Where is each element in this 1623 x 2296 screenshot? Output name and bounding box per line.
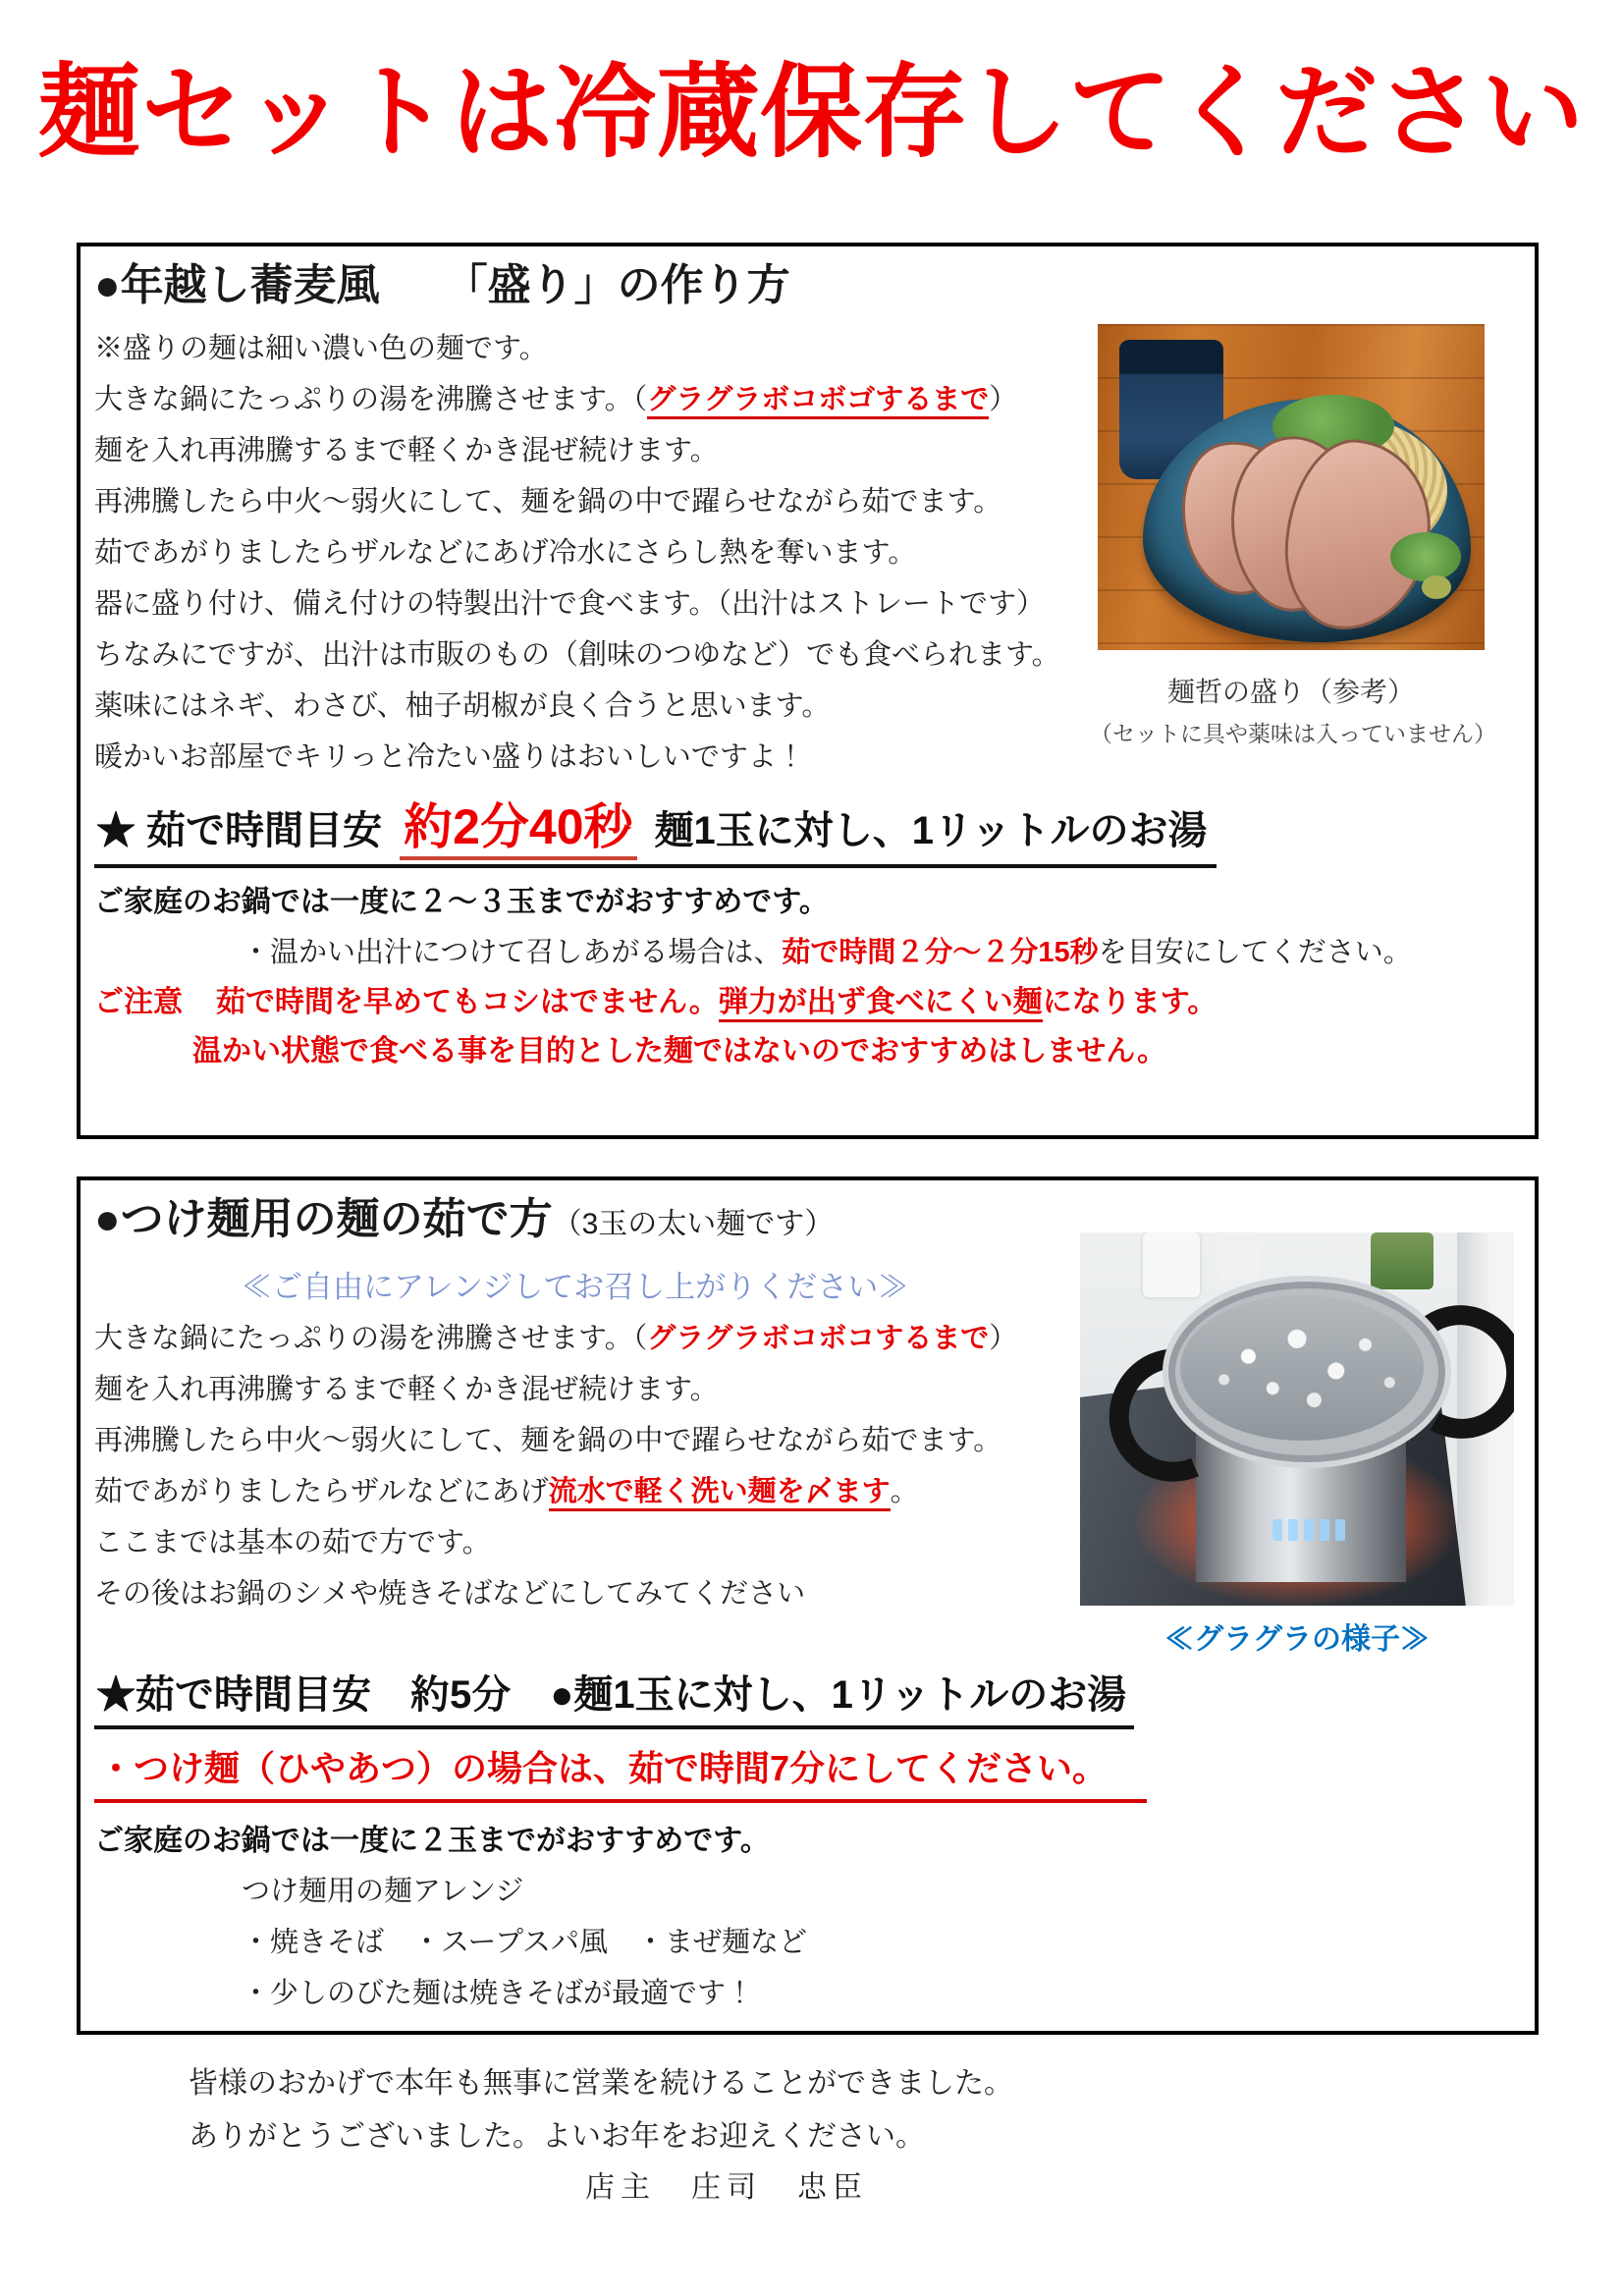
section-tsukemen (77, 1176, 1539, 2035)
section-mori-heading: ●年越し蕎麦風 「盛り」の作り方 (94, 261, 790, 309)
page-title: 麺セットは冷蔵保存してください (37, 56, 1585, 170)
mori-photo-caption-sub: （セットに具や薬味は入っていません） (1090, 721, 1496, 746)
footer-signature: 店主 庄司 忠臣 (585, 2171, 868, 2204)
tsukemen-boil-pre: 大きな鍋にたっぷりの湯を沸騰させます。（ (94, 1323, 648, 1354)
tsukemen-step: ここまでは基本の茹で方です。 (94, 1527, 491, 1558)
wasabi (1422, 575, 1451, 599)
section-mori (77, 243, 1539, 1139)
arrange-title: つけ麺用の麺アレンジ (242, 1875, 524, 1907)
tsukemen-pot-advice: ご家庭のお鍋では一度に２玉までがおすすめです。 (94, 1824, 770, 1857)
green-onion-side (1390, 532, 1461, 581)
mori-pot-advice: ご家庭のお鍋では一度に２～３玉までがおすすめです。 (94, 885, 829, 918)
rinse-post: 。 (890, 1476, 919, 1507)
tsukemen-heading-main: ●つけ麺用の麺の茹で方 (94, 1195, 553, 1243)
mori-step: 再沸騰したら中火～弱火にして、麺を鍋の中で躍らせながら茹でます。 (94, 486, 1002, 518)
kitchen-cup (1143, 1232, 1200, 1297)
mori-photo-caption: 麺哲の盛り（参考） (1166, 677, 1415, 707)
mori-boil-post: ） (989, 384, 1018, 415)
mori-time-value: 約2分40秒 (400, 799, 636, 860)
tsukemen-boil-post: ） (989, 1323, 1018, 1354)
rinse-highlight: 流水で軽く洗い麺を〆ます (549, 1476, 891, 1511)
mori-step: 麺を入れ再沸騰するまで軽くかき混ぜ続けます。 (94, 435, 719, 466)
arrange-tip: ・少しのびた麺は焼きそばが最適です！ (242, 1977, 755, 2009)
arrange-banner: ≪ご自由にアレンジしてお召し上がりください≫ (242, 1270, 909, 1304)
boiling-water (1180, 1295, 1424, 1441)
rinse-pre: 茹であがりましたらザルなどにあげ (94, 1476, 549, 1507)
tsukemen-note-line (94, 1745, 1521, 1803)
tsukemen-boil-highlight: グラグラボコボコするまで (647, 1323, 990, 1354)
pot-photo-caption: ≪グラグラの様子≫ (1164, 1623, 1430, 1656)
mori-step: 暖かいお部屋でキリっと冷たい盛りはおいしいですよ！ (94, 741, 805, 773)
caution-c: になります。 (1042, 985, 1217, 1018)
mori-boil-highlight: グラグラボコボゴするまで (647, 384, 989, 419)
mori-caution-line2: 温かい状態で食べる事を目的とした麺ではないのでおすすめはしません。 (192, 1034, 1167, 1067)
mori-note: ※盛りの麺は細い濃い色の麺です。 (94, 333, 548, 364)
cooktop-display (1272, 1519, 1347, 1541)
tsukemen-step: その後はお鍋のシメや焼きそばなどにしてみてください (94, 1578, 806, 1610)
mori-step: ちなみにですが、出汁は市販のもの（創味のつゆなど）でも食べられます。 (94, 639, 1060, 671)
mori-warm-pre: ・温かい出汁につけて召しあがる場合は、 (242, 936, 783, 968)
mori-boil-pre: 大きな鍋にたっぷりの湯を沸騰させます。（ (94, 384, 648, 415)
tsukemen-heading-sub: （3玉の太い麺です） (552, 1208, 835, 1240)
tsukemen-note: ・つけ麺（ひやあつ）の場合は、茹で時間7分にしてください。 (94, 1745, 1147, 1803)
mori-time-label: ★ 茹で時間目安 (96, 809, 383, 852)
tsukemen-step: 麺を入れ再沸騰するまで軽くかき混ぜ続けます。 (94, 1374, 719, 1405)
boiling-pot-photo (1080, 1232, 1514, 1606)
mori-step: 薬味にはネギ、わさび、柚子胡椒が良く合うと思います。 (94, 690, 831, 722)
kitchen-cup (1217, 1232, 1261, 1280)
mori-warm-line (94, 927, 1521, 978)
green-board (1371, 1232, 1434, 1289)
caution-a: 茹で時間を早めてもコシはでません。 (216, 985, 719, 1018)
footer-thanks-line1: 皆様のおかげで本年も無事に営業を続けることができました。 (189, 2067, 1013, 2100)
caution-label: ご注意 (94, 985, 183, 1018)
arrange-items: ・焼きそば ・スープスパ風 ・まぜ麺など (242, 1926, 807, 1958)
tsukemen-step: 再沸騰したら中火～弱火にして、麺を鍋の中で躍らせながら茹でます。 (94, 1425, 1002, 1456)
caution-b: 弾力が出ず食べにくい麺 (719, 986, 1043, 1022)
mori-step: 茹であがりましたらザルなどにあげ冷水にさらし熱を奪います。 (94, 537, 917, 569)
mori-time-rest: 麺1玉に対し、1リットルのお湯 (654, 809, 1208, 852)
mori-warm-time: 茹で時間２分～２分15秒 (782, 936, 1099, 968)
mori-caution-line1 (94, 978, 1521, 1027)
mori-warm-post: を目安にしてください。 (1098, 936, 1412, 968)
mori-dish-photo (1098, 324, 1485, 650)
footer-thanks-line2: ありがとうございました。よいお年をお迎えください。 (189, 2120, 925, 2153)
mori-step: 器に盛り付け、備え付けの特製出汁で食べます。（出汁はストレートです） (94, 588, 1046, 620)
mori-boil-time-line (94, 796, 1521, 868)
tsukemen-time-line: ★茹で時間目安 約5分 ●麺1玉に対し、1リットルのお湯 (94, 1670, 1134, 1729)
